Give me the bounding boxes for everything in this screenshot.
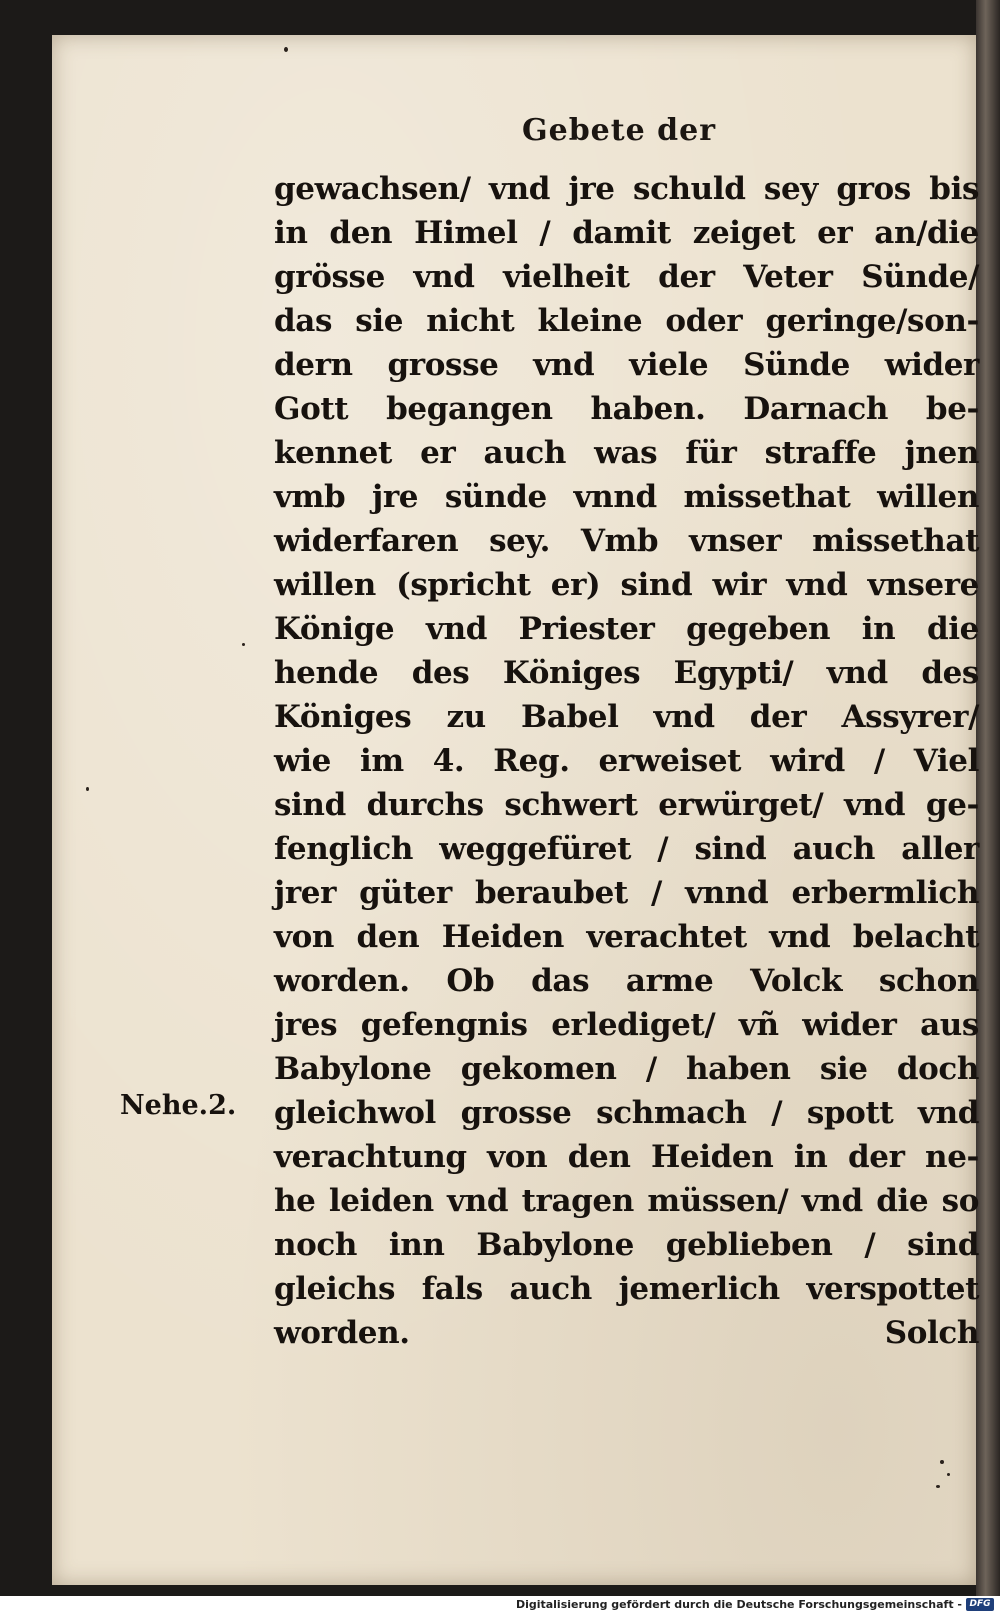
book-edge [976, 0, 1000, 1596]
text-line: gewachsen/ vnd jre schuld sey gros bis [274, 171, 979, 207]
ink-speck [242, 643, 245, 646]
text-line: das sie nicht kleine oder geringe/son- [274, 303, 979, 339]
margin-note: Nehe.2. [120, 1090, 237, 1121]
text-line: verachtung von den Heiden in der ne- [274, 1139, 979, 1175]
ink-speck [284, 47, 288, 52]
book-page [52, 35, 979, 1585]
catchword: Solch [884, 1315, 979, 1351]
text-line: fenglich weggefüret / sind auch aller [274, 831, 979, 867]
text-line: gleichs fals auch jemerlich verspottet [274, 1271, 979, 1307]
text-line: widerfaren sey. Vmb vnser missethat [274, 523, 979, 559]
text-line: willen (spricht er) sind wir vnd vnsere [274, 567, 979, 603]
last-line-text: worden. [274, 1315, 410, 1351]
ink-speck [947, 1473, 950, 1476]
text-line: dern grosse vnd viele Sünde wider [274, 347, 979, 383]
running-header: Gebete der [522, 113, 717, 148]
ink-speck [936, 1485, 940, 1488]
text-line: von den Heiden verachtet vnd belacht [274, 919, 979, 955]
text-line: vmb jre sünde vnnd missethat willen [274, 479, 979, 515]
text-line: worden. Ob das arme Volck schon [274, 963, 979, 999]
text-line: kennet er auch was für straffe jnen [274, 435, 979, 471]
text-line: noch inn Babylone geblieben / sind [274, 1227, 979, 1263]
text-line: Könige vnd Priester gegeben in die [274, 611, 979, 647]
text-line: wie im 4. Reg. erweiset wird / Viel [274, 743, 979, 779]
text-line: hende des Königes Egypti/ vnd des [274, 655, 979, 691]
text-line: sind durchs schwert erwürget/ vnd ge- [274, 787, 979, 823]
body-text [274, 167, 979, 1355]
text-line: jrer güter beraubet / vnnd erbermlich [274, 875, 979, 911]
text-line: Gott begangen haben. Darnach be- [274, 391, 979, 427]
footer-credit: Digitalisierung gefördert durch die Deutsche Forschungsgemeinschaft - [515, 1598, 962, 1611]
text-line: Königes zu Babel vnd der Assyrer/ [274, 699, 979, 735]
text-line: Babylone gekomen / haben sie doch [274, 1051, 979, 1087]
text-line-last [274, 1311, 979, 1355]
text-line: jres gefengnis erlediget/ vñ wider aus [274, 1007, 979, 1043]
text-line: gleichwol grosse schmach / spott vnd [274, 1095, 979, 1131]
text-line: grösse vnd vielheit der Veter Sünde/ [274, 259, 979, 295]
ink-speck [940, 1460, 944, 1464]
text-line: in den Himel / damit zeiget er an/die [274, 215, 979, 251]
text-line: he leiden vnd tragen müssen/ vnd die so [274, 1183, 979, 1219]
ink-speck [86, 787, 89, 791]
dfg-logo: DFG [966, 1598, 994, 1611]
